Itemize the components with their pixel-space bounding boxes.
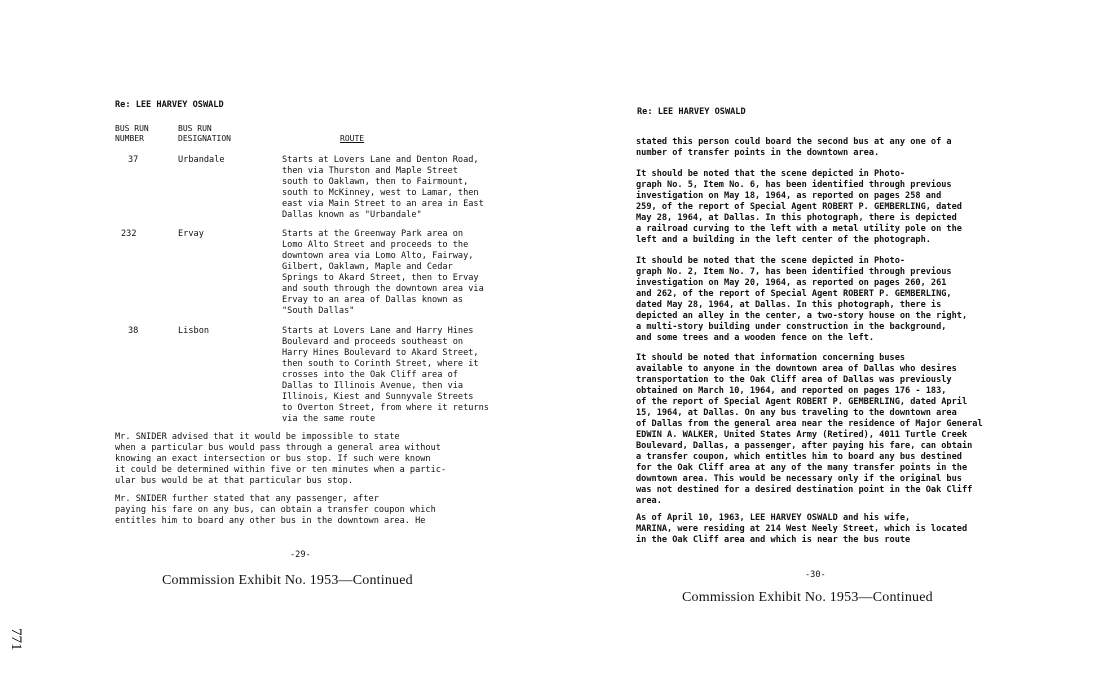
route-designation: Ervay	[178, 229, 204, 239]
left-paragraph-1: Mr. SNIDER advised that it would be impossible to state when a particular bus would pass through a general area without knowing an exact intersection or bus stop. If such were known it could be determined within five or ten minutes when a partic- ular bus would be at that particular bus stop.	[115, 432, 447, 486]
route-description: Starts at Lovers Lane and Harry Hines Boulevard and proceeds southeast on Harry Hines Boulevard to Akard Street, then south to Corinth Street, where it crosses into the Oak Cliff area of Dallas to Illinois Avenue, then via Illinois, Kiest and Sunnyvale Streets to Overton Street, from where it returns via the same route	[282, 326, 489, 424]
route-description: Starts at Lovers Lane and Denton Road, then via Thurston and Maple Street south to Oaklawn, then to Fairmount, south to McKinney, west to Lamar, then east via Main Street to an area in East Dallas known as "Urbandale"	[282, 155, 484, 220]
right-page	[547, 0, 1094, 691]
column-header-bus-run-number: BUS RUN NUMBER	[115, 124, 149, 143]
left-paragraph-2: Mr. SNIDER further stated that any passenger, after paying his fare on any bus, can obtain a transfer coupon which entitles him to board any other bus in the downtown area. He	[115, 494, 436, 526]
right-page-header: Re: LEE HARVEY OSWALD	[637, 107, 746, 117]
route-number: 37	[128, 155, 139, 165]
left-page-header: Re: LEE HARVEY OSWALD	[115, 100, 224, 110]
right-paragraph-3: It should be noted that information concerning buses available to anyone in the downtown area of Dallas who desires transportation to the Oak Cliff area of Dallas was previously obtained on March 10, 1964, and reported on pages 176 - 183, of the report of Special Agent ROBERT P. GEMBERLING, dated April 15, 1964, at Dallas. On any bus traveling to the downtown area of Dallas from the general area near the residence of Major General EDWIN A. WALKER, United States Army (Retired), 4011 Turtle Creek Boulevard, Dallas, a passenger, after paying his fare, can obtain a transfer coupon, which entitles him to board any bus destined for the Oak Cliff area at any of the many transfer points in the downtown area. This would be necessary only if the original bus was not destined for a desired destination point in the Oak Cliff area.	[636, 353, 983, 506]
right-paragraph-2: It should be noted that the scene depicted in Photo- graph No. 2, Item No. 7, has been identified through previous investigation on May 20, 1964, as reported on pages 260, 261 and 262, of the report of Special Agent ROBERT P. GEMBERLING, dated May 28, 1964, at Dallas. In this photograph, there is depicted an alley in the center, a two-story house on the right, a multi-story building under construction in the background, and some trees and a wooden fence on the left.	[636, 256, 968, 343]
right-paragraph-1: It should be noted that the scene depicted in Photo- graph No. 5, Item No. 6, has been identified through previous investigation on May 18, 1964, as reported on pages 258 and 259, of the report of Special Agent ROBERT P. GEMBERLING, dated May 28, 1964, at Dallas. In this photograph, there is depicted a railroad curving to the left with a metal utility pole on the left and a building in the left center of the photograph.	[636, 169, 962, 245]
left-page-number: -29-	[290, 550, 311, 560]
route-number: 38	[128, 326, 139, 336]
route-description: Starts at the Greenway Park area on Lomo Alto Street and proceeds to the downtown area via Lomo Alto, Fairway, Gilbert, Oaklawn, Maple and Cedar Springs to Akard Street, then to Ervay and south through the downtown area via Ervay to an area of Dallas known as "South Dallas"	[282, 229, 484, 316]
right-exhibit-caption: Commission Exhibit No. 1953—Continued	[682, 590, 933, 605]
route-designation: Lisbon	[178, 326, 210, 336]
side-page-number: 771	[8, 628, 24, 651]
right-page-number: -30-	[805, 570, 826, 580]
column-header-route: ROUTE	[340, 134, 365, 143]
right-paragraph-0: stated this person could board the second bus at any one of a number of transfer points in the downtown area.	[636, 137, 952, 158]
right-paragraph-4: As of April 10, 1963, LEE HARVEY OSWALD and his wife, MARINA, were residing at 214 West Neely Street, which is located in the Oak Cliff area and which is near the bus route	[636, 513, 968, 545]
route-number: 232	[121, 229, 137, 239]
column-header-bus-run-designation: BUS RUN DESIGNATION	[178, 124, 231, 143]
route-designation: Urbandale	[178, 155, 225, 165]
left-exhibit-caption: Commission Exhibit No. 1953—Continued	[162, 573, 413, 588]
